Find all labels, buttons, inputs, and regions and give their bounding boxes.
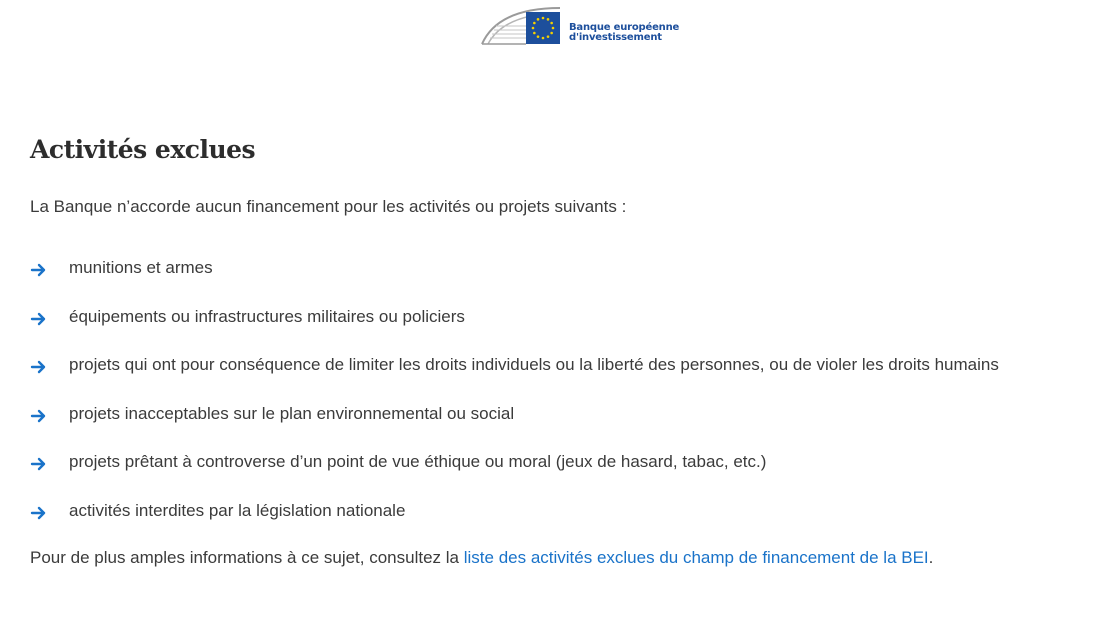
list-item-text: activités interdites par la législation nationale xyxy=(69,500,406,520)
list-item xyxy=(30,500,1080,549)
more-info-paragraph xyxy=(30,547,933,569)
eu-star-icon xyxy=(532,27,535,30)
arrow-right-icon xyxy=(30,311,48,327)
eu-star-icon xyxy=(552,27,555,30)
eib-logo[interactable] xyxy=(480,4,680,46)
more-info-suffix: . xyxy=(928,548,934,567)
eu-star-icon xyxy=(537,35,540,38)
list-item-text: équipements ou infrastructures militaires ou policiers xyxy=(69,306,465,326)
arrow-right-icon xyxy=(30,359,48,375)
intro-text: La Banque n’accorde aucun financement pour les activités ou projets suivants : xyxy=(30,197,627,216)
eu-star-icon xyxy=(550,32,553,35)
eu-star-icon xyxy=(533,22,536,25)
eu-star-icon xyxy=(533,32,536,35)
eib-logo-line1: Banque européenne xyxy=(569,22,680,33)
arrow-right-icon xyxy=(30,505,48,521)
eu-star-icon xyxy=(547,35,550,38)
page-title: Activités exclues xyxy=(30,135,256,164)
eib-logo-line2: d'investissement xyxy=(569,32,662,43)
eu-star-icon xyxy=(550,22,553,25)
arrow-right-icon xyxy=(30,456,48,472)
list-item xyxy=(30,354,1080,403)
arrow-right-icon xyxy=(30,408,48,424)
eu-star-icon xyxy=(542,17,545,20)
eib-logo-text xyxy=(569,23,679,43)
list-item-text: munitions et armes xyxy=(69,258,213,277)
eu-star-icon xyxy=(547,18,550,21)
arrow-right-icon xyxy=(30,262,48,278)
more-info-prefix: Pour de plus amples informations à ce sujet, consultez la xyxy=(30,548,464,567)
list-item xyxy=(30,451,1080,500)
excluded-activities-list xyxy=(30,257,1080,548)
eu-star-icon xyxy=(542,37,545,40)
list-item xyxy=(30,403,1080,452)
list-item-text: projets prêtant à controverse d’un point de vue éthique ou moral (jeux de hasard, tabac, etc.) xyxy=(69,452,767,471)
list-item-text: projets inacceptables sur le plan environnemental ou social xyxy=(69,403,515,423)
excluded-activities-section xyxy=(30,130,1080,567)
excluded-activities-link[interactable]: liste des activités exclues du champ de financement de la BEI xyxy=(463,548,929,567)
list-item xyxy=(30,257,1080,306)
list-item xyxy=(30,306,1080,355)
eu-star-icon xyxy=(537,18,540,21)
list-item-text: projets qui ont pour conséquence de limiter les droits individuels ou la liberté des personnes, ou de violer les droits humains xyxy=(69,355,999,374)
